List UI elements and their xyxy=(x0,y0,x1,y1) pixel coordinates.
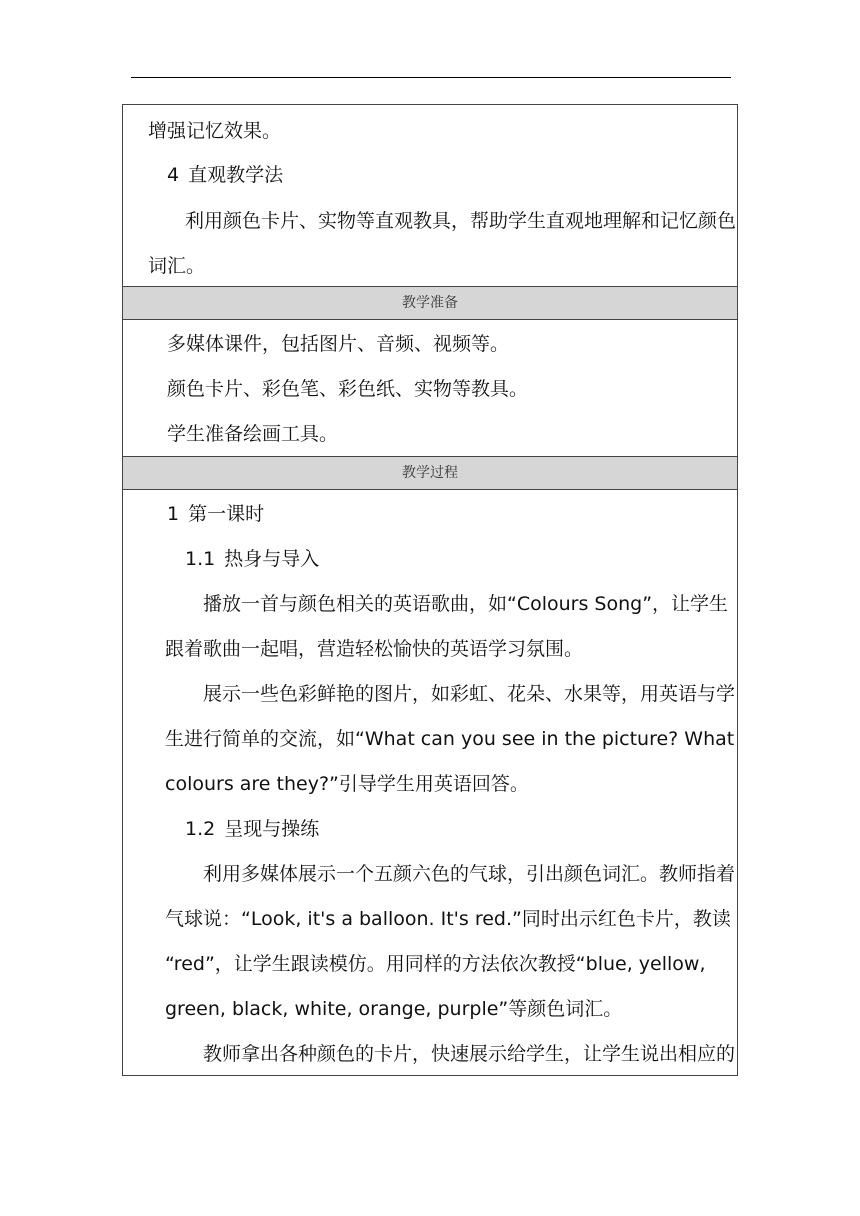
prep-item: 颜色卡片、彩色笔、彩色纸、实物等教具。 xyxy=(167,378,529,400)
section-heading xyxy=(167,502,264,526)
text-line: green, black, white, orange, purple”等颜色词汇。 xyxy=(165,998,623,1020)
text-line: 播放一首与颜色相关的英语歌曲，如“Colours Song”，让学生 xyxy=(203,593,729,615)
section-band-preparation: 教学准备 xyxy=(123,286,737,320)
heading-number: 4 xyxy=(167,164,180,186)
heading-text: 直观教学法 xyxy=(188,164,284,186)
text-line: 增强记忆效果。 xyxy=(148,120,282,142)
heading-number: 1.1 xyxy=(185,548,216,570)
text-line: 生进行简单的交流，如“What can you see in the picture? What xyxy=(165,728,735,750)
heading-number: 1 xyxy=(167,503,180,525)
text-line: 利用多媒体展示一个五颜六色的气球，引出颜色词汇。教师指着 xyxy=(203,863,736,885)
teaching-methods-cell xyxy=(123,105,737,286)
text-line: 利用颜色卡片、实物等直观教具，帮助学生直观地理解和记忆颜色 xyxy=(185,210,737,232)
text-line: 词汇。 xyxy=(148,255,206,277)
heading-text: 呈现与操练 xyxy=(224,818,320,840)
prep-item: 学生准备绘画工具。 xyxy=(167,423,339,445)
text-line: colours are they?”引导学生用英语回答。 xyxy=(165,773,529,795)
heading-number: 1.2 xyxy=(185,818,216,840)
text-line: 展示一些色彩鲜艳的图片，如彩虹、花朵、水果等，用英语与学 xyxy=(203,683,736,705)
preparation-cell xyxy=(123,320,737,456)
prep-item: 多媒体课件，包括图片、音频、视频等。 xyxy=(167,333,510,355)
section-band-process: 教学过程 xyxy=(123,456,737,490)
text-line: “red”，让学生跟读模仿。用同样的方法依次教授“blue, yellow, xyxy=(165,953,706,975)
heading-text: 热身与导入 xyxy=(224,548,320,570)
subsection-heading xyxy=(185,817,319,841)
subsection-heading xyxy=(185,547,319,571)
heading-text: 第一课时 xyxy=(188,503,265,525)
text-line: 教师拿出各种颜色的卡片，快速展示给学生，让学生说出相应的 xyxy=(203,1043,736,1065)
process-cell xyxy=(123,490,737,1075)
section-heading xyxy=(167,163,283,187)
text-line: 跟着歌曲一起唱，营造轻松愉快的英语学习氛围。 xyxy=(165,638,584,660)
text-line: 气球说：“Look, it's a balloon. It's red.”同时出示红色卡片，教读 xyxy=(165,908,731,930)
header-rule xyxy=(131,77,731,78)
lesson-plan-table xyxy=(122,104,738,1076)
